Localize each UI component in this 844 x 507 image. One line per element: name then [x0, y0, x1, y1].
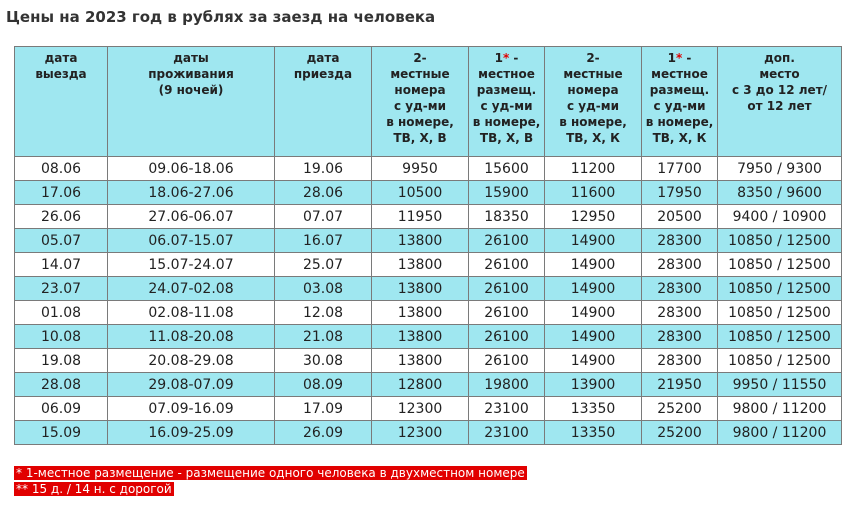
- header-line: местные: [390, 67, 450, 81]
- header-line: от 12 лет: [747, 99, 812, 113]
- header-line: доп.: [764, 51, 795, 65]
- table-cell: 15600: [469, 157, 545, 181]
- table-cell: 14.07: [15, 253, 108, 277]
- table-cell: 13800: [372, 229, 469, 253]
- header-line: в номере,: [386, 115, 454, 129]
- table-cell: 28300: [642, 301, 718, 325]
- table-cell: 25200: [642, 397, 718, 421]
- header-line: размещ.: [649, 83, 710, 97]
- table-cell: 11200: [545, 157, 642, 181]
- table-cell: 14900: [545, 325, 642, 349]
- table-cell: 09.06-18.06: [108, 157, 275, 181]
- header-line: с уд-ми: [566, 99, 619, 113]
- table-cell: 12300: [372, 397, 469, 421]
- table-cell: 11600: [545, 181, 642, 205]
- table-cell: 28.06: [275, 181, 372, 205]
- table-cell: 17.06: [15, 181, 108, 205]
- table-cell: 13800: [372, 253, 469, 277]
- table-cell: 10850 / 12500: [718, 349, 842, 373]
- table-cell: 10850 / 12500: [718, 325, 842, 349]
- table-cell: 07.07: [275, 205, 372, 229]
- table-cell: 9800 / 11200: [718, 421, 842, 445]
- header-single-tv-x-k: [642, 47, 718, 157]
- header-line: с уд-ми: [480, 99, 533, 113]
- header-line: 2-: [586, 51, 600, 65]
- table-cell: 10.08: [15, 325, 108, 349]
- header-line: ТВ, Х, В: [479, 131, 534, 145]
- header-line: с 3 до 12 лет/: [731, 83, 828, 97]
- table-cell: 13350: [545, 421, 642, 445]
- table-cell: 8350 / 9600: [718, 181, 842, 205]
- table-cell: 17.09: [275, 397, 372, 421]
- table-cell: 7950 / 9300: [718, 157, 842, 181]
- footnotes: [14, 466, 527, 498]
- header-line: номера: [394, 83, 446, 97]
- table-cell: 25.07: [275, 253, 372, 277]
- table-cell: 11.08-20.08: [108, 325, 275, 349]
- table-cell: 28.08: [15, 373, 108, 397]
- header-line: дата: [306, 51, 340, 65]
- table-cell: 12.08: [275, 301, 372, 325]
- table-row: [15, 421, 842, 445]
- header-line: ТВ, Х, В: [393, 131, 447, 145]
- table-cell: 23.07: [15, 277, 108, 301]
- table-cell: 07.09-16.09: [108, 397, 275, 421]
- table-cell: 28300: [642, 229, 718, 253]
- table-row: [15, 229, 842, 253]
- header-line: выезда: [35, 67, 87, 81]
- header-single-tv-x-v: [469, 47, 545, 157]
- header-line: с уд-ми: [393, 99, 446, 113]
- header-stay-dates: [108, 47, 275, 157]
- table-cell: 23100: [469, 421, 545, 445]
- header-line: дата: [44, 51, 78, 65]
- table-row: [15, 397, 842, 421]
- table-cell: 26100: [469, 325, 545, 349]
- header-line: место: [759, 67, 800, 81]
- table-cell: 14900: [545, 301, 642, 325]
- table-cell: 10850 / 12500: [718, 229, 842, 253]
- table-cell: 17700: [642, 157, 718, 181]
- table-body: [15, 157, 842, 445]
- table-cell: 9400 / 10900: [718, 205, 842, 229]
- header-line: в номере,: [559, 115, 627, 129]
- header-line: даты: [173, 51, 209, 65]
- table-cell: 15.09: [15, 421, 108, 445]
- header-line: местное: [478, 67, 535, 81]
- table-cell: 29.08-07.09: [108, 373, 275, 397]
- header-line: 2-: [413, 51, 427, 65]
- table-row: [15, 373, 842, 397]
- table-cell: 30.08: [275, 349, 372, 373]
- header-line: проживания: [148, 67, 234, 81]
- table-cell: 08.06: [15, 157, 108, 181]
- table-cell: 13900: [545, 373, 642, 397]
- table-row: [15, 181, 842, 205]
- table-cell: 14900: [545, 253, 642, 277]
- table-cell: 14900: [545, 277, 642, 301]
- table-cell: 15900: [469, 181, 545, 205]
- table-cell: 26.06: [15, 205, 108, 229]
- table-cell: 14900: [545, 229, 642, 253]
- table-row: [15, 253, 842, 277]
- table-cell: 17950: [642, 181, 718, 205]
- header-line: ТВ, Х, К: [566, 131, 620, 145]
- table-row: [15, 325, 842, 349]
- table-cell: 10850 / 12500: [718, 301, 842, 325]
- table-cell: 06.07-15.07: [108, 229, 275, 253]
- table-cell: 18350: [469, 205, 545, 229]
- table-cell: 9950 / 11550: [718, 373, 842, 397]
- table-cell: 9950: [372, 157, 469, 181]
- table-cell: 24.07-02.08: [108, 277, 275, 301]
- table-cell: 28300: [642, 349, 718, 373]
- table-cell: 13800: [372, 301, 469, 325]
- header-line: приезда: [293, 67, 353, 81]
- header-line: в номере,: [645, 115, 714, 129]
- table-cell: 16.09-25.09: [108, 421, 275, 445]
- table-cell: 10850 / 12500: [718, 253, 842, 277]
- header-departure-date: [15, 47, 108, 157]
- table-cell: 12800: [372, 373, 469, 397]
- table-cell: 27.06-06.07: [108, 205, 275, 229]
- header-row: [15, 47, 842, 157]
- table-cell: 15.07-24.07: [108, 253, 275, 277]
- table-cell: 10500: [372, 181, 469, 205]
- table-cell: 08.09: [275, 373, 372, 397]
- table-cell: 26100: [469, 253, 545, 277]
- table-cell: 13800: [372, 349, 469, 373]
- table-row: [15, 205, 842, 229]
- table-cell: 14900: [545, 349, 642, 373]
- table-cell: 16.07: [275, 229, 372, 253]
- table-cell: 05.07: [15, 229, 108, 253]
- table-cell: 26100: [469, 301, 545, 325]
- table-cell: 12950: [545, 205, 642, 229]
- header-double-tv-x-k: [545, 47, 642, 157]
- table-row: [15, 301, 842, 325]
- table-cell: 13800: [372, 277, 469, 301]
- table-row: [15, 277, 842, 301]
- table-cell: 19800: [469, 373, 545, 397]
- header-double-tv-x-v: [372, 47, 469, 157]
- table-cell: 25200: [642, 421, 718, 445]
- footnote-single-occupancy: * 1-местное размещение - размещение одного человека в двухместном номере: [16, 466, 525, 480]
- table-cell: 01.08: [15, 301, 108, 325]
- table-cell: 28300: [642, 277, 718, 301]
- table-cell: 28300: [642, 325, 718, 349]
- table-cell: 02.08-11.08: [108, 301, 275, 325]
- table-cell: 12300: [372, 421, 469, 445]
- table-cell: 28300: [642, 253, 718, 277]
- table-cell: 19.08: [15, 349, 108, 373]
- price-table: [14, 46, 842, 445]
- header-extra-bed: [718, 47, 842, 157]
- table-cell: 06.09: [15, 397, 108, 421]
- header-line: местные: [563, 67, 623, 81]
- header-line: 1* -: [667, 51, 692, 65]
- table-cell: 11950: [372, 205, 469, 229]
- table-cell: 13800: [372, 325, 469, 349]
- page-title: Цены на 2023 год в рублях за заезд на человека: [6, 8, 436, 26]
- header-line: 1* -: [494, 51, 519, 65]
- header-line: размещ.: [476, 83, 537, 97]
- table-row: [15, 349, 842, 373]
- table-cell: 9800 / 11200: [718, 397, 842, 421]
- header-arrival-date: [275, 47, 372, 157]
- table-cell: 26100: [469, 277, 545, 301]
- footnote-duration: ** 15 д. / 14 н. с дорогой: [16, 482, 172, 496]
- table-cell: 03.08: [275, 277, 372, 301]
- table-cell: 26100: [469, 229, 545, 253]
- header-line: ТВ, Х, К: [652, 131, 707, 145]
- table-cell: 21950: [642, 373, 718, 397]
- header-line: с уд-ми: [653, 99, 706, 113]
- header-line: (9 ночей): [158, 83, 224, 97]
- header-line: номера: [567, 83, 619, 97]
- table-cell: 26.09: [275, 421, 372, 445]
- table-cell: 26100: [469, 349, 545, 373]
- table-cell: 18.06-27.06: [108, 181, 275, 205]
- table-cell: 10850 / 12500: [718, 277, 842, 301]
- table-cell: 20.08-29.08: [108, 349, 275, 373]
- table-cell: 23100: [469, 397, 545, 421]
- table-cell: 21.08: [275, 325, 372, 349]
- table-cell: 13350: [545, 397, 642, 421]
- table-cell: 19.06: [275, 157, 372, 181]
- header-line: в номере,: [472, 115, 541, 129]
- table-cell: 20500: [642, 205, 718, 229]
- table-row: [15, 157, 842, 181]
- header-line: местное: [651, 67, 708, 81]
